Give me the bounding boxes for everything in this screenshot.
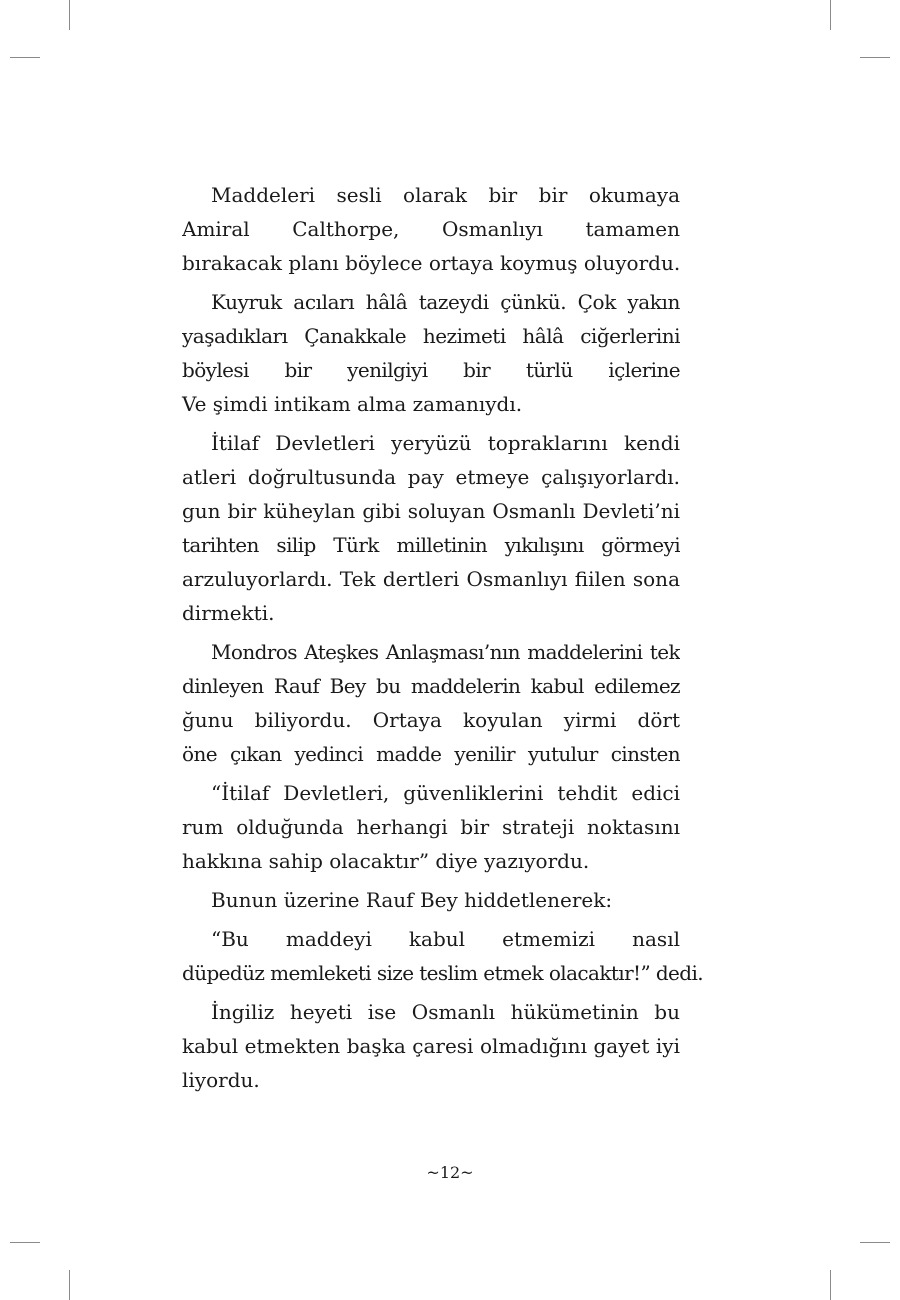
text-line: Mondros Ateşkes Anlaşması’nın maddelerini tek (211, 640, 680, 664)
text-line: Maddeleri sesli olarak bir bir okumaya (211, 183, 680, 207)
text-line: Kuyruk acıları hâlâ tazeydi çünkü. Çok yakın (211, 290, 680, 314)
crop-mark (10, 57, 40, 58)
crop-mark (860, 1242, 890, 1243)
text-line: İngiliz heyeti ise Osmanlı hükümetinin bu (211, 1000, 680, 1024)
paragraph (182, 285, 680, 421)
paragraph (182, 776, 680, 878)
text-line: Amiral Calthorpe, Osmanlıyı tamamen (182, 217, 680, 241)
crop-mark (830, 1270, 831, 1300)
text-line: İtilaf Devletleri yeryüzü topraklarını kendi (211, 431, 680, 455)
crop-mark (830, 0, 831, 30)
text-line: bırakacak planı böylece ortaya koymuş oluyordu. (182, 251, 681, 275)
paragraph (182, 178, 680, 280)
text-line: dirmekti. (182, 601, 275, 625)
text-line: yaşadıkları Çanakkale hezimeti hâlâ ciğerlerini (182, 324, 680, 348)
text-line: hakkına sahip olacaktır” diye yazıyordu. (182, 849, 590, 873)
text-line: “İtilaf Devletleri, güvenliklerini tehdit edici (211, 781, 680, 805)
paragraph (182, 995, 680, 1097)
text-line: arzuluyorlardı. Tek dertleri Osmanlıyı fiilen sona (182, 567, 680, 591)
paragraph (182, 922, 704, 990)
text-line: liyordu. (182, 1068, 260, 1092)
text-line: öne çıkan yedinci madde yenilir yutulur cinsten (182, 742, 680, 766)
crop-mark (10, 1242, 40, 1243)
text-line: atleri doğrultusunda pay etmeye çalışıyorlardı. (182, 465, 680, 489)
text-line: tarihten silip Türk milletinin yıkılışını görmeyi (182, 533, 680, 557)
text-line: ğunu biliyordu. Ortaya koyulan yirmi dört (182, 708, 680, 732)
text-line: rum olduğunda herhangi bir strateji noktasını (182, 815, 680, 839)
paragraph (182, 635, 680, 771)
crop-mark (860, 57, 890, 58)
paragraph (182, 426, 680, 630)
text-line: “Bu maddeyi kabul etmemizi nasıl (211, 927, 680, 951)
text-line: Bunun üzerine Rauf Bey hiddetlenerek: (211, 888, 613, 912)
text-line: böylesi bir yenilgiyi bir türlü içlerine (182, 358, 680, 382)
text-line: Ve şimdi intikam alma zamanıydı. (182, 392, 523, 416)
crop-mark (69, 1270, 70, 1300)
text-line: düpedüz memleketi size teslim etmek olacaktır!” dedi. (182, 961, 704, 985)
text-line: gun bir küheylan gibi soluyan Osmanlı Devleti’ni (182, 499, 680, 523)
page-number: ~12~ (426, 1163, 474, 1182)
paragraph (182, 883, 680, 917)
crop-mark (69, 0, 70, 30)
text-line: kabul etmekten başka çaresi olmadığını gayet iyi (182, 1034, 680, 1058)
text-line: dinleyen Rauf Bey bu maddelerin kabul edilemez (182, 674, 680, 698)
body-text (182, 178, 704, 1102)
